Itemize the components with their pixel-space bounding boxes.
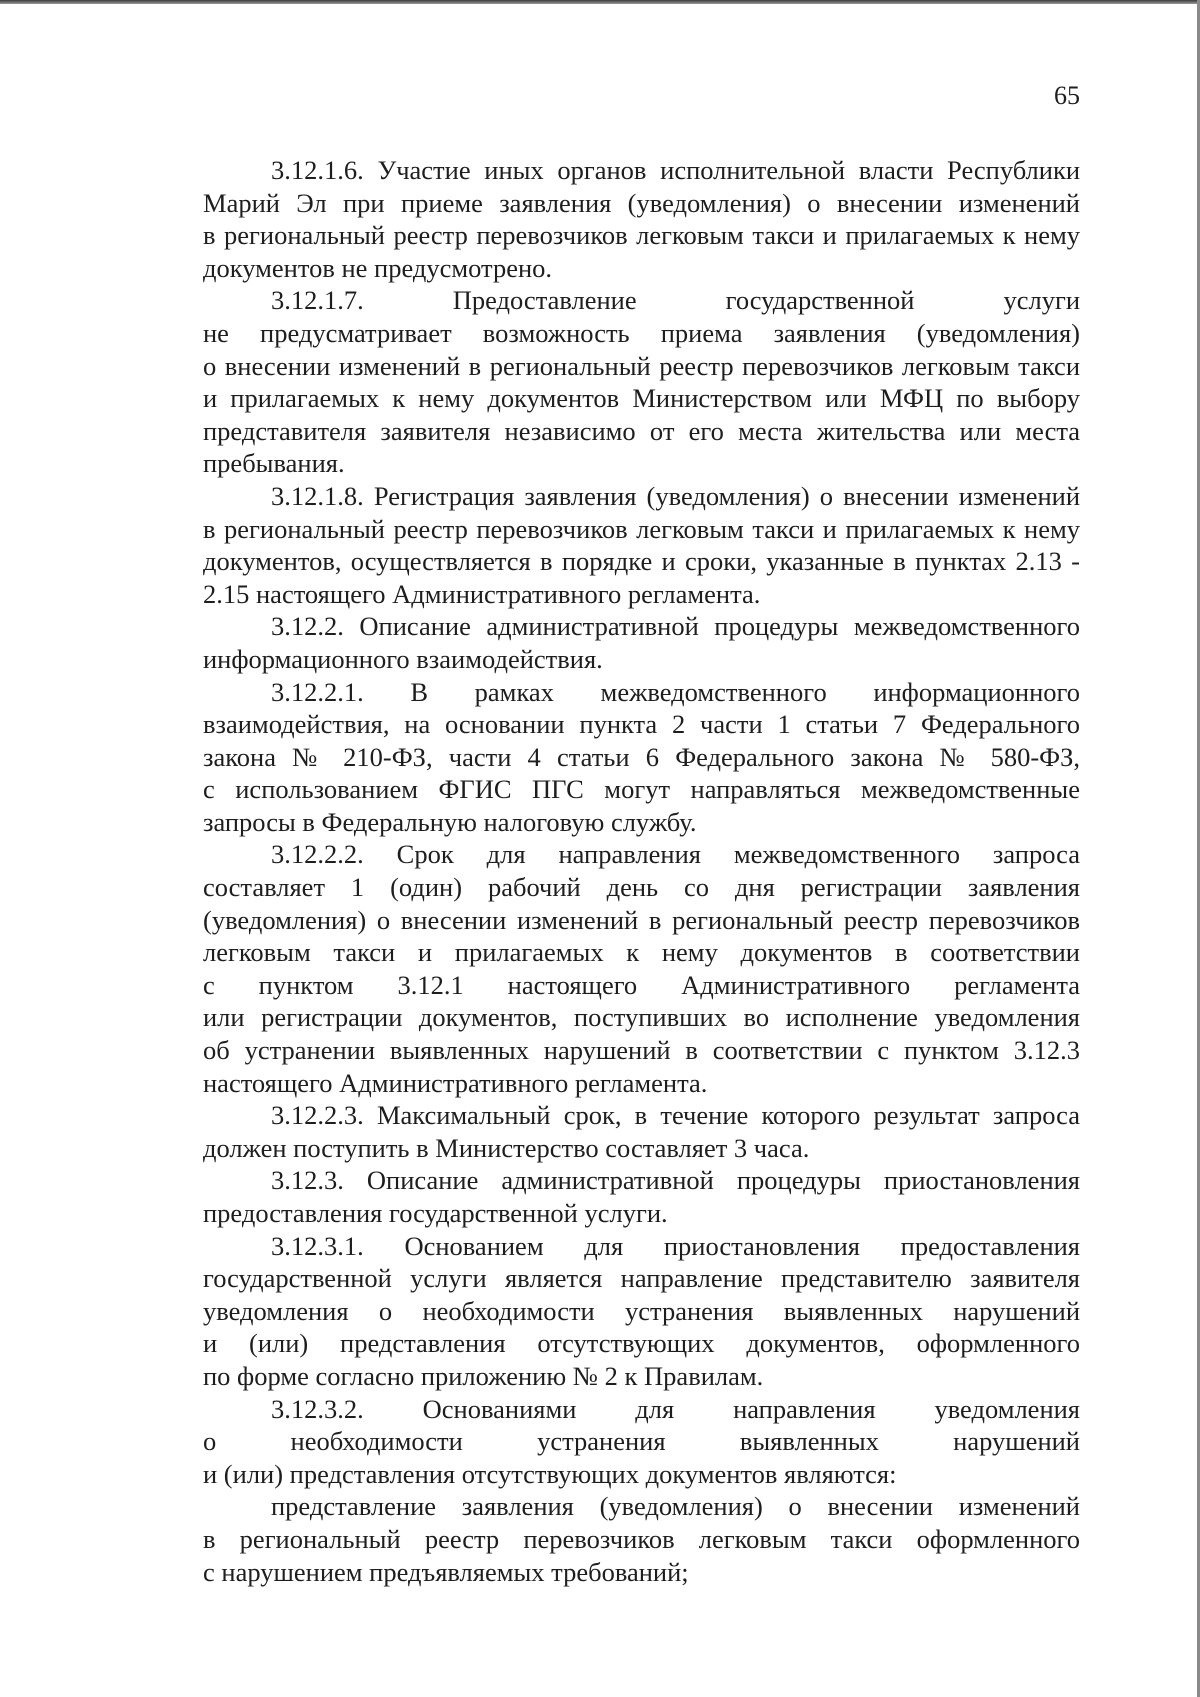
text-line: 3.12.3. Описание административной процедуры приостановления bbox=[271, 1165, 1080, 1196]
text-line: 3.12.3.1. Основанием для приостановления предоставления bbox=[271, 1230, 1080, 1261]
text-line: 3.12.1.6. Участие иных органов исполнительной власти Республики bbox=[271, 155, 1080, 185]
text-line: легковым такси и прилагаемых к нему документов в соответствии bbox=[203, 937, 1080, 968]
text-line: в региональный реестр перевозчиков легковым такси и прилагаемых к нему bbox=[203, 513, 1080, 544]
paragraph-3-12-2-1 bbox=[203, 676, 1080, 839]
text-line: уведомления о необходимости устранения выявленных нарушений bbox=[203, 1295, 1080, 1326]
document-body bbox=[203, 154, 1080, 1588]
text-line: документов не предусмотрено. bbox=[203, 252, 553, 283]
text-line: должен поступить в Министерство составляет 3 часа. bbox=[203, 1132, 810, 1163]
paragraph-3-12-3-2 bbox=[203, 1393, 1080, 1491]
text-line: в региональный реестр перевозчиков легковым такси и прилагаемых к нему bbox=[203, 220, 1080, 251]
text-line: 3.12.2. Описание административной процедуры межведомственного bbox=[271, 611, 1080, 642]
text-line: с использованием ФГИС ПГС могут направляться межведомственные bbox=[203, 774, 1080, 805]
text-line: (уведомления) о внесении изменений в региональный реестр перевозчиков bbox=[203, 904, 1080, 935]
text-line: о необходимости устранения выявленных нарушений bbox=[203, 1426, 1080, 1457]
text-line: не предусматривает возможность приема заявления (уведомления) bbox=[203, 317, 1080, 348]
text-line: 3.12.1.7. Предоставление государственной услуги bbox=[271, 285, 1080, 316]
text-line: по форме согласно приложению № 2 к Правилам. bbox=[203, 1360, 764, 1391]
text-line: 3.12.2.3. Максимальный срок, в течение которого результат запроса bbox=[271, 1100, 1080, 1131]
text-line: документов, осуществляется в порядке и сроки, указанные в пунктах 2.13 - bbox=[203, 546, 1080, 577]
text-line: 3.12.3.2. Основаниями для направления уведомления bbox=[271, 1393, 1080, 1424]
paragraph-3-12-2 bbox=[203, 610, 1080, 675]
text-line: в региональный реестр перевозчиков легковым такси оформленного bbox=[203, 1523, 1080, 1554]
text-line: о внесении изменений в региональный реестр перевозчиков легковым такси bbox=[203, 350, 1080, 381]
text-line: информационного взаимодействия. bbox=[203, 643, 603, 674]
text-line: закона № 210-ФЗ, части 4 статьи 6 Федерального закона № 580-ФЗ, bbox=[203, 741, 1080, 772]
text-line: 3.12.2.1. В рамках межведомственного информационного bbox=[271, 676, 1080, 707]
text-line: государственной услуги является направление представителю заявителя bbox=[203, 1263, 1080, 1294]
text-line: и прилагаемых к нему документов Министерством или МФЦ по выбору bbox=[203, 383, 1080, 414]
text-line: с пунктом 3.12.1 настоящего Административного регламента bbox=[203, 969, 1080, 1000]
text-line: взаимодействия, на основании пункта 2 части 1 статьи 7 Федерального bbox=[203, 709, 1080, 740]
paragraph-3-12-2-3 bbox=[203, 1099, 1080, 1164]
paragraph-3-12-1-6 bbox=[203, 154, 1080, 284]
paragraph-submission-violation bbox=[203, 1490, 1080, 1588]
text-line: предоставления государственной услуги. bbox=[203, 1198, 668, 1228]
text-line: и (или) представления отсутствующих документов являются: bbox=[203, 1458, 897, 1489]
text-line: настоящего Административного регламента. bbox=[203, 1067, 708, 1098]
text-line: Марий Эл при приеме заявления (уведомления) о внесении изменений bbox=[203, 187, 1080, 218]
paragraph-3-12-1-7 bbox=[203, 284, 1080, 480]
text-line: запросы в Федеральную налоговую службу. bbox=[203, 806, 697, 837]
text-line: 3.12.1.8. Регистрация заявления (уведомления) о внесении изменений bbox=[271, 480, 1080, 511]
text-line: составляет 1 (один) рабочий день со дня регистрации заявления bbox=[203, 872, 1080, 903]
text-line: с нарушением предъявляемых требований; bbox=[203, 1556, 689, 1587]
paragraph-3-12-3 bbox=[203, 1164, 1080, 1229]
text-line: и (или) представления отсутствующих документов, оформленного bbox=[203, 1328, 1080, 1359]
text-line: пребывания. bbox=[203, 448, 345, 479]
paragraph-3-12-3-1 bbox=[203, 1230, 1080, 1393]
text-line: 3.12.2.2. Срок для направления межведомственного запроса bbox=[271, 839, 1080, 870]
text-line: представителя заявителя независимо от его места жительства или места bbox=[203, 415, 1080, 446]
text-line: или регистрации документов, поступивших во исполнение уведомления bbox=[203, 1002, 1080, 1033]
text-line: представление заявления (уведомления) о внесении изменений bbox=[271, 1491, 1080, 1522]
page-number: 65 bbox=[1054, 81, 1080, 110]
text-line: 2.15 настоящего Административного регламента. bbox=[203, 578, 761, 609]
paragraph-3-12-1-8 bbox=[203, 480, 1080, 610]
paragraph-3-12-2-2 bbox=[203, 838, 1080, 1099]
text-line: об устранении выявленных нарушений в соответствии с пунктом 3.12.3 bbox=[203, 1035, 1080, 1066]
